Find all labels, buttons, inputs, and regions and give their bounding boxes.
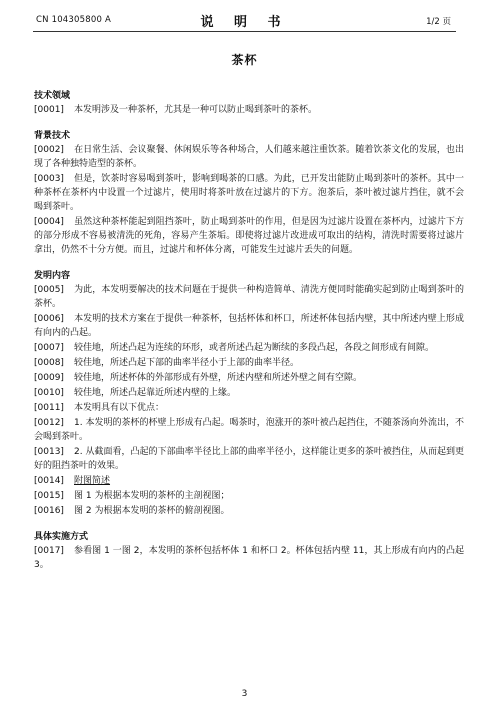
paragraph-text: 本发明的技术方案在于提供一种茶杯，包括杯体和杯口，所述杯体包括内壁，其中所述内壁上形成有向内的凸起。 bbox=[34, 314, 464, 338]
paragraph-text: 但是，饮茶时容易喝到茶叶，影响到喝茶的口感。为此，已开发出能防止喝到茶叶的茶杯。其中一种茶杯在茶杯内中设置一个过滤片，使用时将茶叶放在过滤片的下方。泡茶后，茶叶被过滤片挡住，就不会喝到茶叶。 bbox=[34, 174, 464, 212]
paragraph-number: [0013] bbox=[34, 447, 64, 457]
patent-id: CN 104305800 A bbox=[36, 15, 111, 25]
paragraph bbox=[34, 445, 464, 473]
paragraph-text: 较佳地，所述凸起下部的曲率半径小于上部的曲率半径。 bbox=[74, 358, 300, 368]
section-heading: 背景技术 bbox=[34, 131, 71, 141]
paragraph-number: [0008] bbox=[34, 358, 64, 368]
paragraph bbox=[34, 143, 464, 171]
section-heading: 具体实施方式 bbox=[34, 532, 89, 542]
paragraph-text: 较佳地，所述凸起靠近所述内壁的上缘。 bbox=[74, 388, 237, 398]
paragraph-number: [0014] bbox=[34, 476, 64, 486]
paragraph-text: 较佳地，所述凸起为连续的环形，或者所述凸起为断续的多段凸起，各段之间形成有间隙。 bbox=[74, 343, 435, 353]
paragraph-text: 较佳地，所述杯体的外部形成有外壁，所述内壁和所述外壁之间有空隙。 bbox=[74, 373, 363, 383]
paragraph-number: [0012] bbox=[34, 418, 64, 428]
paragraph-text: 虽然这种茶杯能起到阻挡茶叶，防止喝到茶叶的作用，但是因为过滤片设置在茶杯内，过滤片下方的部分形成不容易被清洗的死角，容易产生茶垢。即使将过滤片改进成可取出的结构，清洗时需要将过滤片拿出，仍然不十分方便。而且，过滤片和杯体分离，可能发生过滤片丢失的问题。 bbox=[34, 217, 464, 255]
paragraph-text: 2. 从截面看，凸起的下部曲率半径比上部的曲率半径小，这样能让更多的茶叶被挡住，从而起到更好的阻挡茶叶的效果。 bbox=[34, 447, 464, 471]
paragraph-text: 图 2 为根据本发明的茶杯的俯剖视图。 bbox=[74, 506, 230, 516]
paragraph bbox=[34, 489, 464, 503]
paragraph-number: [0006] bbox=[34, 314, 64, 324]
paragraph bbox=[34, 416, 464, 444]
paragraph-text: 为此，本发明要解决的技术问题在于提供一种构造简单、清洗方便同时能确实起到防止喝到茶叶的茶杯。 bbox=[34, 285, 464, 309]
paragraph bbox=[34, 172, 464, 214]
paragraph-text: 在日常生活、会议聚餐、休闲娱乐等各种场合，人们越来越注重饮茶。随着饮茶文化的发展，也出现了各种独特造型的茶杯。 bbox=[34, 145, 464, 169]
paragraph bbox=[34, 371, 464, 385]
paragraph-number: [0015] bbox=[34, 491, 64, 501]
paragraph bbox=[34, 401, 464, 415]
page-indicator: 1/2 页 bbox=[426, 17, 451, 27]
paragraph bbox=[34, 356, 464, 370]
paragraph bbox=[34, 312, 464, 340]
header-divider bbox=[33, 31, 456, 32]
paragraph-number: [0007] bbox=[34, 343, 64, 353]
document-type: 说 明 书 bbox=[200, 15, 289, 30]
paragraph-text: 图 1 为根据本发明的茶杯的主剖视图； bbox=[74, 491, 230, 501]
paragraph-text: 1. 本发明的茶杯的杯壁上形成有凸起。喝茶时，泡涨开的茶叶被凸起挡住，不随茶汤向外流出，不会喝到茶叶。 bbox=[34, 418, 464, 442]
paragraph-number: [0002] bbox=[34, 145, 64, 155]
paragraph-number: [0003] bbox=[34, 174, 64, 184]
page-number: 3 bbox=[241, 689, 248, 699]
paragraph-text: 附图简述 bbox=[74, 476, 111, 486]
paragraph-number: [0001] bbox=[34, 105, 64, 115]
paragraph-number: [0004] bbox=[34, 217, 64, 227]
paragraph bbox=[34, 504, 464, 518]
paragraph-text: 本发明涉及一种茶杯，尤其是一种可以防止喝到茶叶的茶杯。 bbox=[74, 105, 318, 115]
paragraph-text: 参看图 1 一图 2，本发明的茶杯包括杯体 1 和杯口 2。杯体包括内壁 11，其上形成有向内的凸起 3。 bbox=[34, 546, 464, 570]
section-heading: 发明内容 bbox=[34, 271, 71, 281]
document-body bbox=[34, 89, 464, 573]
paragraph bbox=[34, 474, 464, 488]
paragraph bbox=[34, 283, 464, 311]
paragraph bbox=[34, 544, 464, 572]
paragraph-number: [0005] bbox=[34, 285, 64, 295]
paragraph-number: [0010] bbox=[34, 388, 64, 398]
paragraph bbox=[34, 103, 464, 117]
document-title: 茶杯 bbox=[231, 53, 258, 67]
paragraph-number: [0016] bbox=[34, 506, 64, 516]
paragraph bbox=[34, 215, 464, 257]
paragraph-number: [0011] bbox=[34, 403, 64, 413]
paragraph bbox=[34, 386, 464, 400]
paragraph-number: [0017] bbox=[34, 546, 64, 556]
paragraph-text: 本发明具有以下优点： bbox=[74, 403, 165, 413]
section-heading: 技术领域 bbox=[34, 91, 71, 101]
paragraph bbox=[34, 341, 464, 355]
paragraph-number: [0009] bbox=[34, 373, 64, 383]
